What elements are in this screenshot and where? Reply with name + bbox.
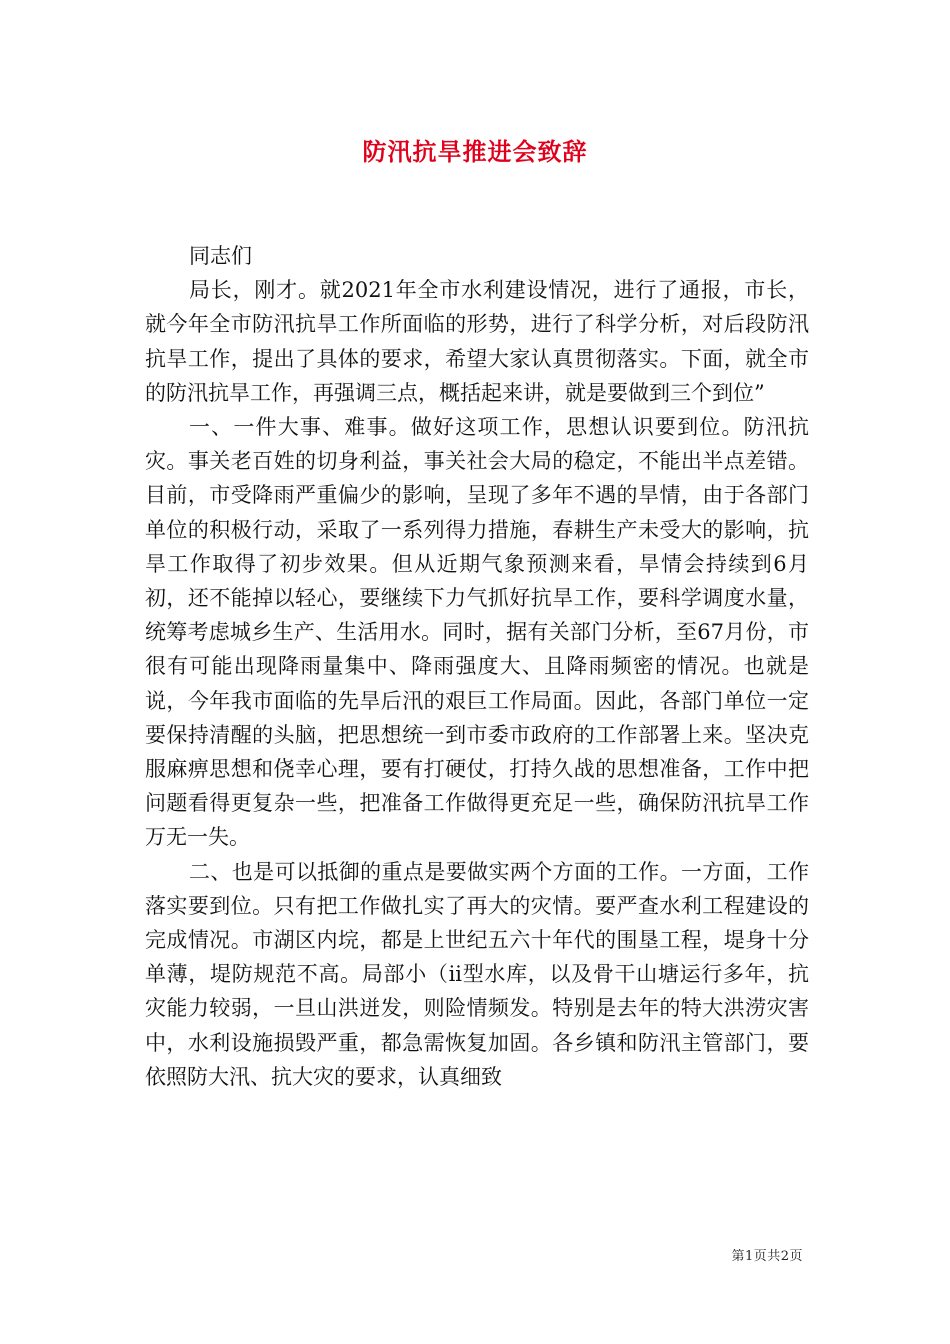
body-paragraph: 局长，刚才。就2021年全市水利建设情况，进行了通报，市长，就今年全市防汛抗旱工作所面临的形势，进行了科学分析，对后段防汛抗旱工作，提出了具体的要求，希望大家认真贯彻落实。下面，就全市的防汛抗旱工作，再强调三点，概括起来讲，就是要做到三个到位” <box>145 278 809 405</box>
salutation-paragraph: 同志们 <box>189 244 252 268</box>
document-title: 防汛抗旱推进会致辞 <box>362 137 588 166</box>
document-body <box>145 239 809 1094</box>
body-paragraph: 二、也是可以抵御的重点是要做实两个方面的工作。一方面，工作落实要到位。只有把工作做扎实了再大的灾情。要严查水利工程建设的完成情况。市湖区内垸，都是上世纪五六十年代的围垦工程，堤身十分单薄，堤防规范不高。局部小（ii型水库，以及骨干山塘运行多年，抗灾能力较弱，一旦山洪迸发，则险情频发。特别是去年的特大洪涝灾害中，水利设施损毁严重，都急需恢复加固。各乡镇和防汛主管部门，要依照防大汛、抗大灾的要求，认真细致 <box>145 859 809 1089</box>
body-paragraph: 一、一件大事、难事。做好这项工作，思想认识要到位。防汛抗灾。事关老百姓的切身利益，事关社会大局的稳定，不能出半点差错。目前，市受降雨严重偏少的影响，呈现了多年不遇的旱情，由于各部门单位的积极行动，采取了一系列得力措施，春耕生产未受大的影响，抗旱工作取得了初步效果。但从近期气象预测来看，旱情会持续到6月初，还不能掉以轻心，要继续下力气抓好抗旱工作，要科学调度水量，统筹考虑城乡生产、生活用水。同时，据有关部门分析，至67月份，市很有可能出现降雨量集中、降雨强度大、且降雨频密的情况。也就是说，今年我市面临的先旱后汛的艰巨工作局面。因此，各部门单位一定要保持清醒的头脑，把思想统一到市委市政府的工作部署上来。坚决克服麻痹思想和侥幸心理，要有打硬仗，打持久战的思想准备，工作中把问题看得更复杂一些，把准备工作做得更充足一些，确保防汛抗旱工作万无一失。 <box>145 415 809 850</box>
page-number: 第1页共2页 <box>731 1249 803 1264</box>
